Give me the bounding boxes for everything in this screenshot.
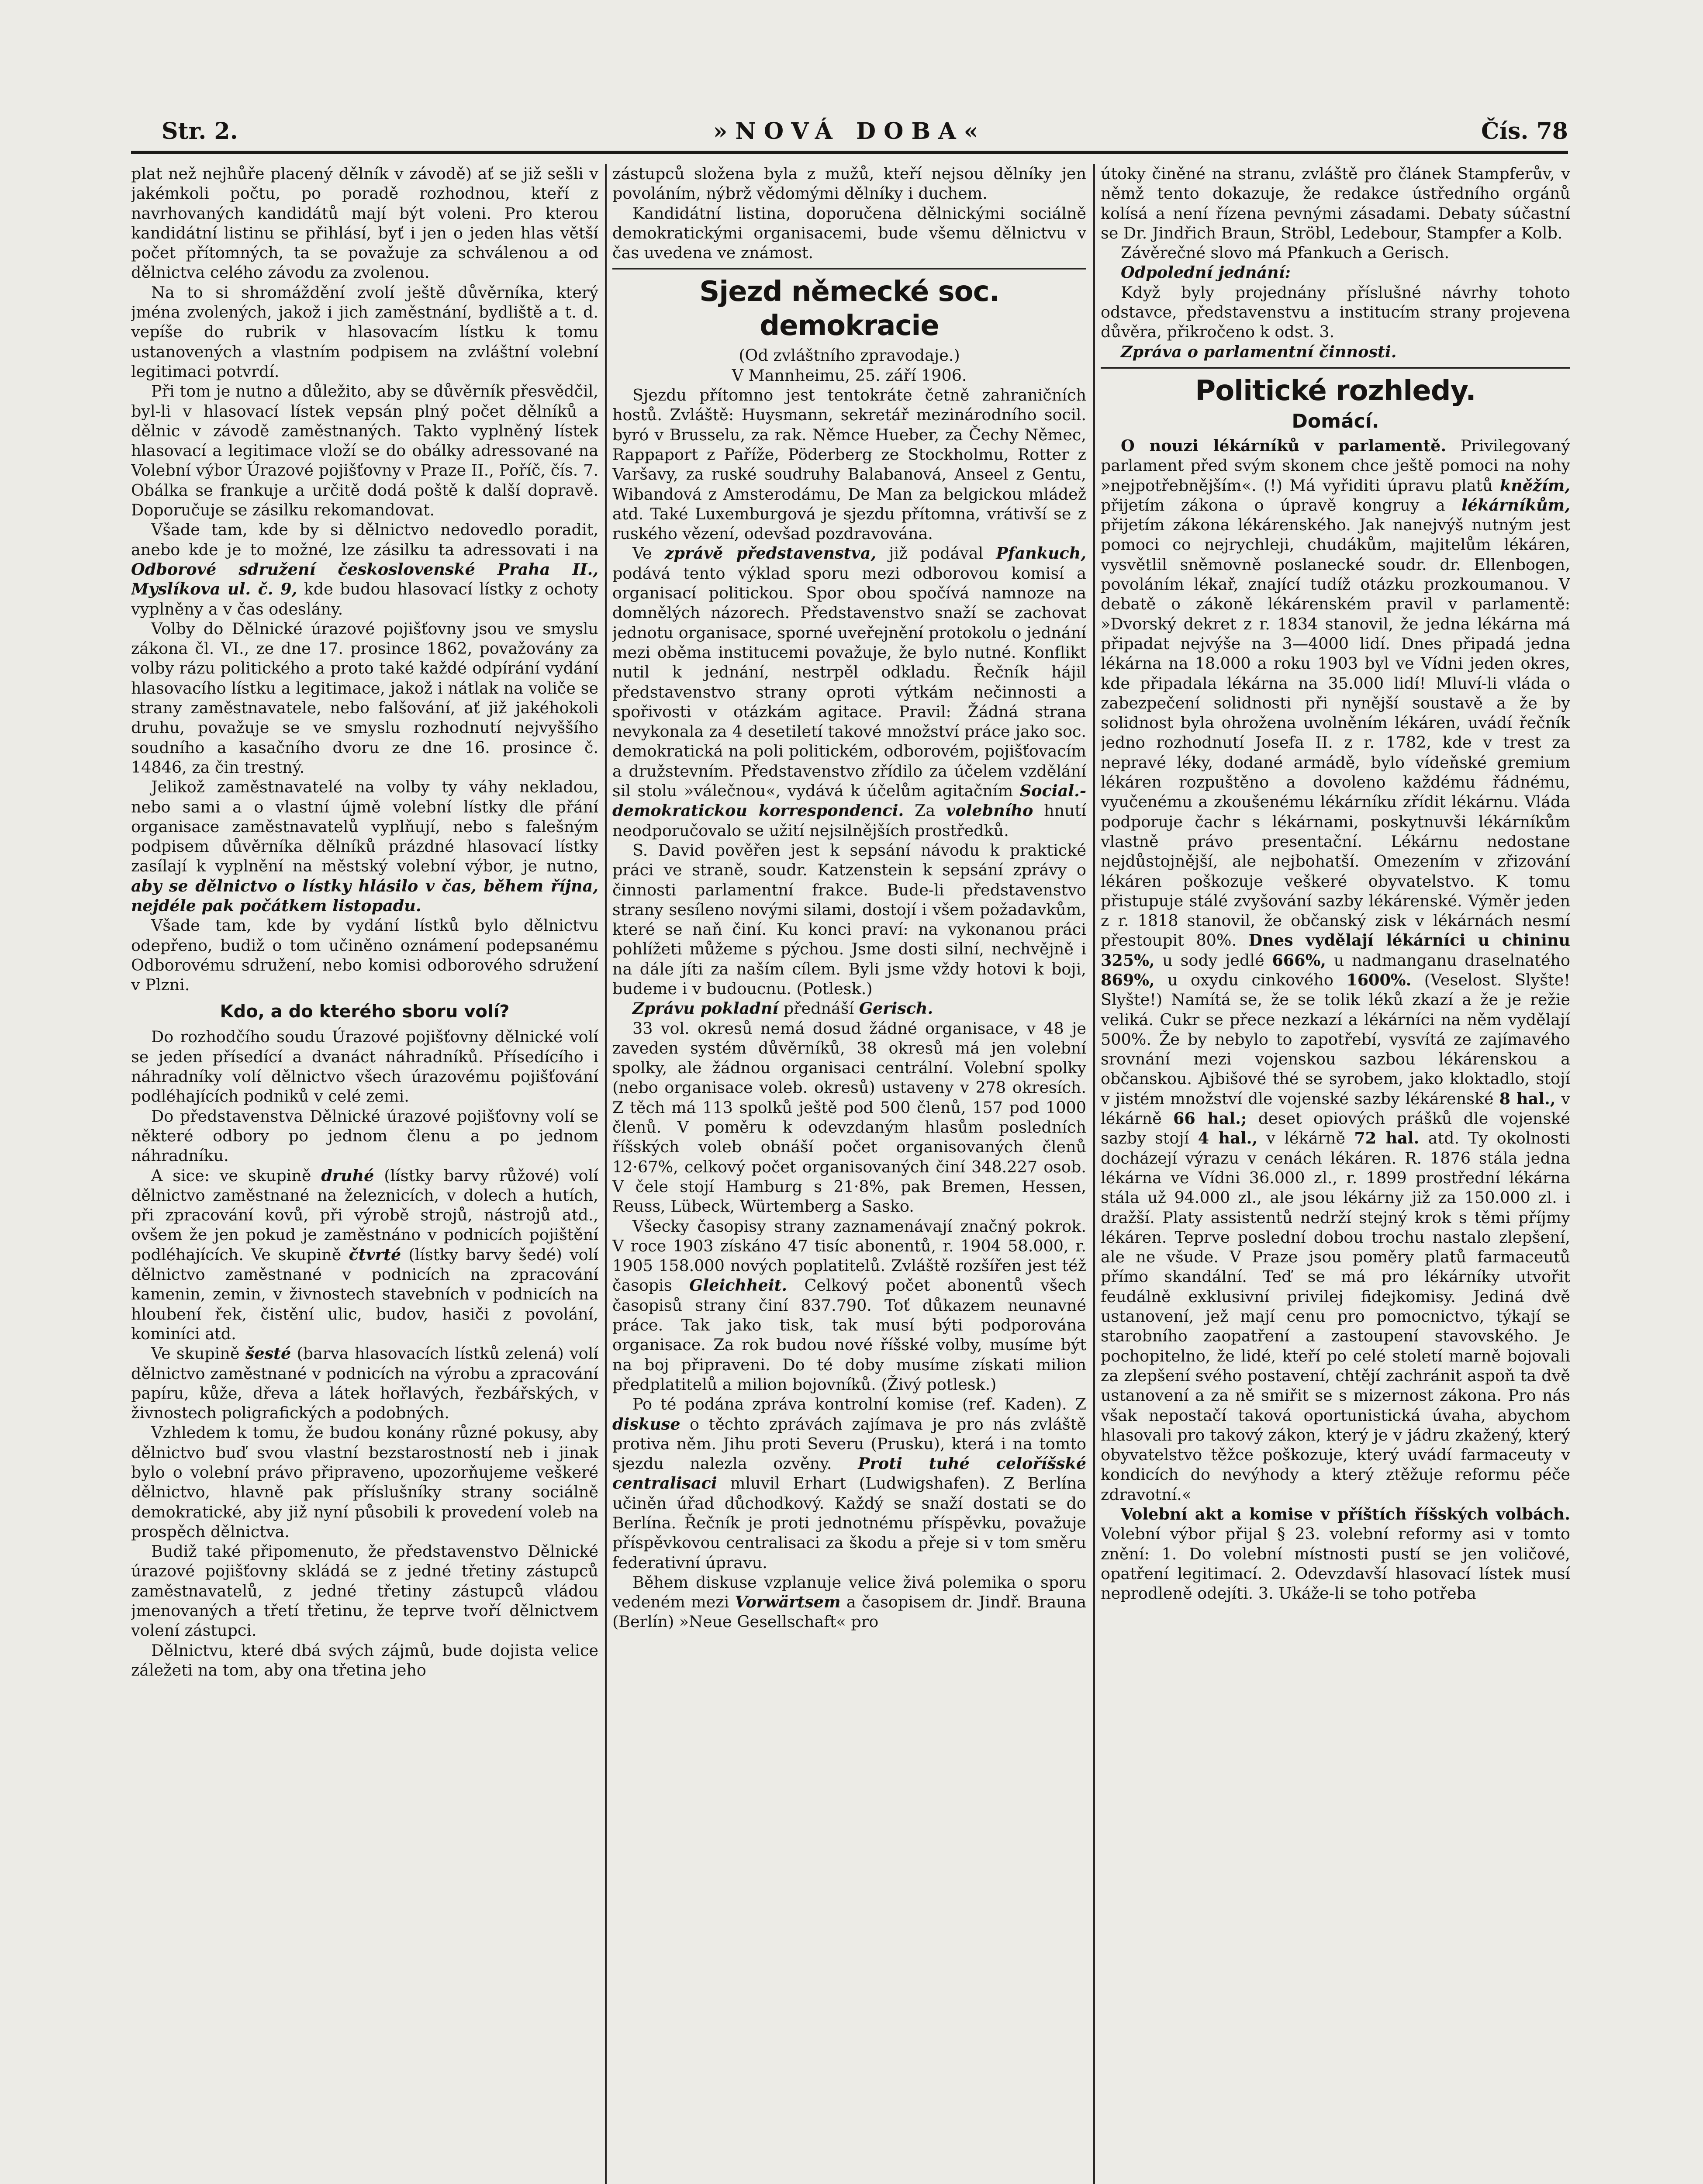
paragraph: Na to si shromáždění zvolí ještě důvěrníka, který jména zvolených, jakož i jich zaměstnání, bydliště a t. d. vepíše do rubrik v hlasovacím lístku k tomu ustanovených a vlastním podpisem na zvláštní volební legitimaci potvrdí.	[131, 283, 598, 381]
byline: (Od zvláštního zpravodaje.)	[739, 346, 960, 365]
paragraph: Do představenstva Dělnické úrazové pojišťovny volí se některé odbory po jednom členu a po jednom náhradníku.	[131, 1106, 598, 1165]
paragraph: Všade tam, kde by vydání lístků bylo dělnictvu odepřeno, budiž o tom učiněno oznámení podepsanému Odborovému sdružení, nebo komisi odborového sdružení v Plzni.	[131, 916, 598, 995]
page-header	[131, 109, 1568, 149]
column-divider-2	[1093, 164, 1095, 2184]
paragraph: Ve zprávě představenstva, již podával Pfankuch, podává tento výklad sporu mezi odborovou komisí a organisací politickou. Spor obou spočívá namnoze na domnělých názorech. Představenstvo snaží se zachovat jednotu organisace, sporné uveřejnění protokolu o jednání mezi oběma institucemi považuje, že bylo nutné. Konflikt nutil k jednání, nestrpěl odkladu. Řečník hájil představenstvo strany oproti výtkám nečinnosti a spořivosti v otázkám agitace. Pravil: Žádná strana nevykonala za 4 desetiletí takové množství práce jako soc. demokratická na poli politickém, odborovém, pojišťovacím a družstevním. Představenstvo zřídilo za účelem vzdělání sil stolu »válečnou«, vydává k účelům agitačním Social.-demokratickou korrespondenci. Za volebního hnutí neodporučovalo se užití nejsilnějších prostředků.	[612, 544, 1086, 840]
column-divider-1	[605, 164, 607, 2184]
column-1	[131, 164, 598, 2184]
emphasis: Odborové sdružení československé Praha II., Myslíkova ul. č. 9,	[131, 560, 598, 599]
paragraph: Zprávu pokladní přednáší Gerisch.	[632, 999, 933, 1018]
paragraph: A sice: ve skupině druhé (lístky barvy růžové) volí dělnictvo zaměstnané na železnicích, v dolech a hutích, při zpracování kovů, při výrobě strojů, nástrojů atd., ovšem že jen pokud je zaměstnáno v podnicích pojištění podléhajících. Ve skupině čtvrté (lístky barvy šedé) volí dělnictvo zaměstnané v podnicích na zpracování kamenin, zemin, v živnostech stavebních v podnicích na hloubení řek, čistění ulic, budov, hasiči z povolání, kominíci atd.	[131, 1166, 598, 1343]
run-in-heading: Volební akt a komise v příštích říšských volbách.	[1121, 1505, 1570, 1524]
paragraph: Dělnictvu, které dbá svých zájmů, bude dojista velice záležeti na tom, aby ona třetina jeho	[131, 1641, 598, 1679]
paragraph: 33 vol. okresů nemá dosud žádné organisace, v 48 je zaveden systém důvěrníků, 38 okresů má jen volební spolky, ale žádnou organisaci centrální. Volební spolky (nebo organisace voleb. okresů) ustaveny v 278 okresích. Z těch má 113 spolků ještě pod 500 členů, 157 pod 1000 členů. V poměru k odevzdaným hlasům posledních říšských voleb obnáší počet organisovaných členů 12·67%, celkový počet organisovaných činí 348.227 osob. V čele stojí Hamburg s 21·8%, pak Bremen, Hessen, Reuss, Lübeck, Würtemberg a Sasko.	[612, 1019, 1086, 1216]
paragraph: Kandidátní listina, doporučena dělnickými sociálně demokratickými organisacemi, bude všemu dělnictvu v čas uvedena ve známost.	[612, 204, 1086, 263]
paragraph: Ve skupině šesté (barva hlasovacích lístků zelená) volí dělnictvo zaměstnané v podnicích na výrobu a zpracování papíru, kůže, dřeva a látek hořlavých, řezbářských, v živnostech poligrafických a podobných.	[131, 1344, 598, 1423]
paragraph: Během diskuse vzplanuje velice živá polemika o sporu vedeném mezi Vorwärtsem a časopisem dr. Jindř. Brauna (Berlín) »Neue Gesellschaft« pro	[612, 1572, 1086, 1631]
paragraph: Vzhledem k tomu, že budou konány různé pokusy, aby dělnictvo buď svou vlastní bezstarostností neb i jinak bylo o volební právo připraveno, upozorňujeme veškeré dělnictvo, hlavně pak příslušníky strany sociálně demokratické, aby již nyní působili k provedení voleb na prospěch dělnictva.	[131, 1423, 598, 1541]
paragraph: Závěrečné slovo má Pfankuch a Gerisch.	[1121, 243, 1450, 263]
section-rule	[1101, 367, 1570, 369]
column-2	[612, 164, 1086, 2184]
paragraph: S. David pověřen jest k sepsání návodu k praktické práci ve straně, soudr. Katzenstein k sepsání zprávy o činnosti parlamentní frakce. Bude-li představenstvo strany sesíleno novými silami, dostojí i všem požadavkům, které se naň činí. Ku konci praví: na vykonanou práci pohlížeti můžeme s pýchou. Jsme dosti silní, nechvějně i na dále jíti za naším cílem. Byli jsme vždy hotovi k boji, budeme i v budoucnu. (Potlesk.)	[612, 840, 1086, 998]
header-rule	[131, 151, 1568, 154]
issue-number: Čís. 78	[1481, 118, 1568, 145]
paragraph: Po té podána zpráva kontrolní komise (ref. Kaden). Z diskuse o těchto zprávách zajímava je pro nás zvláště protiva něm. Jihu proti Severu (Prusku), která i na tomto sjezdu nalezla ozvěny. Proti tuhé celoříšské centralisaci mluvil Erhart (Ludwigshafen). Z Berlína učiněn úřad důchodkový. Každý se snaží dostati se do Berlína. Řečník je proti jednotnému příspěvku, považuje příspěvkovou centralisaci za škodu a přeje si v tom směru federativní úpravu.	[612, 1395, 1086, 1572]
paragraph: Volební akt a komise v příštích říšských volbách. Volební výbor přijal § 23. volební reformy asi v tomto znění: 1. Do volební místnosti pustí se jen voličové, opatření legitimací. 2. Odevzdavší hlasovací lístek musí neprodleně odejíti. 3. Ukáže-li se toho potřeba	[1101, 1505, 1570, 1603]
paragraph: Všade tam, kde by si dělnictvo nedovedlo poradit, anebo kde je to možné, lze zásilku ta adressovati i na Odborové sdružení československé Praha II., Myslíkova ul. č. 9, kde budou hlasovací lístky z ochoty vyplněny a v čas odeslány.	[131, 520, 598, 619]
paragraph: plat než nejhůře placený dělník v závodě) ať se již sešli v jakémkoli počtu, po poradě rozhodnou, kteří z navrhovaných kandidátů mají být voleni. Pro kterou kandidátní listinu se přihlásí, byť i jen o jeden hlas větší počet přítomných, ta se považuje za schválenou a od dělnictva celého závodu za zvolenou.	[131, 164, 598, 282]
section-rule	[612, 268, 1086, 270]
paragraph: Když byly projednány příslušné návrhy tohoto odstavce, představenstvu a institucím strany projevena důvěra, přikročeno k odst. 3.	[1101, 283, 1570, 342]
paragraph: Volby do Dělnické úrazové pojišťovny jsou ve smyslu zákona čl. VI., ze dne 17. prosince 1862, považovány za volby rázu politického a proto také každé odpírání vydání hlasovacího lístku a legitimace, jakož i nátlak na voliče se strany zaměstnavatele, nebo falšování, ať již jakéhokoli druhu, považuje se ve smyslu rozhodnutí nejvyššího soudního a kasačního dvoru ze dne 16. prosince č. 14846, za čin trestný.	[131, 619, 598, 777]
paragraph: Při tom je nutno a důležito, aby se důvěrník přesvědčil, byl-li v hlasovací lístek vepsán plný počet dělníků a dělnic v závodě zaměstnaných. Takto vyplněný lístek hlasovací a legitimace vloží se do obálky adressované na Volební výbor Úrazové pojišťovny v Praze II., Poříč, čís. 7. Obálka se frankuje a určitě dodá poště k další dopravě. Doporučuje se zásilku rekomandovat.	[131, 382, 598, 520]
column-3	[1101, 164, 1570, 2184]
paragraph: Jelikož zaměstnavatelé na volby ty váhy nekladou, nebo sami a o vlastní újmě volební lístky dle přání organisace zaměstnavatelů vyplňují, nebo s falešným podpisem důvěrníka dělníků prázdné hlasovací lístky zasílají k vyplnění na městský volební výbor, je nutno, aby se dělnictvo o lístky hlásilo v čas, během října, nejdéle pak počátkem listopadu.	[131, 778, 598, 915]
article-headline: Sjezd německé soc. demokracie	[699, 276, 999, 342]
paragraph: Všecky časopisy strany zaznamenávají značný pokrok. V roce 1903 získáno 47 tisíc abonentů, r. 1904 58.000, r. 1905 158.000 nových poplatitelů. Zvláště rozšířen jest též časopis Gleichheit. Celkový počet abonentů všech časopisů strany činí 837.790. Toť důkazem neunavné práce. Tak jako tisk, tak musí býti podporována organisace. Za rok budou nové říšské volby, musíme být na boj připraveni. Do té doby musíme získati milion předplatitelů a milion bojovníků. (Živý potlesk.)	[612, 1216, 1086, 1394]
paragraph: Zpráva o parlamentní činnosti.	[1121, 342, 1397, 361]
page-number: Str. 2.	[162, 118, 238, 145]
newspaper-title: »NOVÁ DOBA«	[713, 118, 986, 145]
run-in-heading: O nouzi lékárníků v parlamentě.	[1121, 436, 1447, 455]
subsection-heading: Domácí.	[1292, 410, 1379, 432]
paragraph: Sjezdu přítomno jest tentokráte četně zahraničních hostů. Zvláště: Huysmann, sekretář mezinárodního socil. byró v Brusselu, za rak. Němce Hueber, za Čechy Němec, Rappaport z Paříže, Pöderberg ze Stockholmu, Rotter z Varšavy, za ruské soudruhy Balabanová, Anseel z Gentu, Wibandová z Amsterodámu, De Man za belgickou mládež atd. Také Luxemburgová je sjezdu přítomna, vrátivší se z ruského vězení, odevšad pozdravována.	[612, 386, 1086, 543]
section-headline: Politické rozhledy.	[1195, 374, 1476, 407]
paragraph: útoky činěné na stranu, zvláště pro článek Stampferův, v němž tento dokazuje, že redakce ústředního orgánů kolísá a není řízena pevnými zásadami. Debaty súčastní se Dr. Jindřich Braun, Ströbl, Ledebour, Stampfer a Kolb.	[1101, 164, 1570, 242]
paragraph: zástupců složena byla z mužů, kteří nejsou dělníky jen povoláním, nýbrž vědomými dělníky i duchem.	[612, 164, 1086, 203]
paragraph: Budiž také připomenuto, že představenstvo Dělnické úrazové pojišťovny skládá se z jedné třetiny zástupců zaměstnavatelů, z jedné třetiny zástupců vládou jmenovaných a třetí třetinu, že teprve tvoří dělnictvem volení zástupci.	[131, 1542, 598, 1640]
section-heading: Kdo, a do kterého sboru volí?	[220, 1002, 510, 1022]
emphasis: aby se dělnictvo o lístky hlásilo v čas, během října, nejdéle pak počátkem listopadu.	[131, 876, 598, 915]
paragraph: O nouzi lékárníků v parlamentě. Privilegovaný parlament před svým skonem chce ještě pomoci na nohy »nejpotřebnějším«. (!) Má vyřiditi úpravu platů kněžím, přijetím zákona o úpravě kongruy a lékárníkům, přijetím zákona lékárenského. Jak nanejvýš nutným jest pomoci co nejrychleji, chudákům, majitelům lékáren, vysvětlil sněmovně poslanecké soudr. dr. Ellenbogen, povoláním lékař, znající tudíž otázku prozkoumanou. V debatě o zákoně lékárenském pravil v parlamentě: »Dvorský dekret z r. 1834 stanovil, že jedna lékárna má připadat nejvýše na 3—4000 lidí. Dnes připadá jedna lékárna na 18.000 a roku 1903 byl ve Vídni jeden okres, kde připadala lékárna na 35.000 lidí! Mluví-li vláda o zabezpečení solidnosti při nynější soustavě a že by solidnost byla ohrožena uvolněním lékáren, uvádí řečník jedno rozhodnutí Josefa II. z r. 1782, kde v trest za nepravé léky, dodané armádě, bylo vídeňské gremium lékáren rozpuštěno a dovoleno každému řádnému, vyučenému a zkoušenému lékárníku zřídit lékárnu. Vláda podporuje čachr s lékárnami, poskytnuvši lékárníkům vlastně právo presentační. Lékárnu nedostane nejdůstojnější, ale nejbohatší. Omezením v zřizování lékáren poškozuje veškeré obyvatelstvo. K tomu přistupuje stálé zvyšování sazby lékárenské. Výměr jeden z r. 1818 stanovil, že občanský zisk v lékárnách nesmí přestoupit 80%. Dnes vydělají lékárníci u chininu 325%, u sody jedlé 666%, u nadmanganu draselnatého 869%, u oxydu cinkového 1600%. (Veselost. Slyšte! Slyšte!) Namítá se, že se tolik léků zkazí a že je režie veliká. Cukr se přece nezkazí a lékárníci na něm vydělají 500%. Že by nebylo to zapotřebí, vysvítá ze zajímavého srovnání mezi vojenskou sazbou lékárenskou a občanskou. Ajbišové thé se syrobem, jako kloktadlo, stojí v jistém množství dle vojenské sazby lékárenské 8 hal., v lékárně 66 hal.; deset opiových prášků dle vojenské sazby stojí 4 hal., v lékárně 72 hal. atd. Ty okolnosti docházejí výrazu v cenách lékáren. R. 1876 stála jedna lékárna ve Vídni 36.000 zl., r. 1899 prostřední lékárna stála už 94.000 zl., ale jsou lékárny již za 150.000 zl. i dražší. Platy assistentů nedrží stejný krok s těmi příjmy lékáren. Teprve poslední dobou trochu nastalo zlepšení, ale ne všude. V Praze jsou poměry platů farmaceutů přímo skandální. Teď se má pro lékárníky utvořit feudálně exklusivní privilej fidejkomisy. Jediná dvě ustanovení, jež mají cenu pro pomocnictvo, týkají se starobního zaopatření a zastoupení stavovského. Je pochopitelno, že lidé, kteří po celé století marně bojovali za zlepšení svého postavení, chtějí zachránit aspoň ta dvě ustanovení a za ně smiřit se s mizernost zákona. Pro nás však nepostačí taková oportunistická úvaha, abychom hlasovali pro takový zákon, který je v jádru zkažený, který obyvatelstvo těžce poškozuje, který uvádí farmaceuty v kondicích do nevýhody a který ztěžuje reformu péče zdravotní.«	[1101, 436, 1570, 1504]
paragraph: Do rozhodčího soudu Úrazové pojišťovny dělnické volí se jeden přísedící a dvanáct náhradníků. Přísedícího i náhradníky volí dělnictvo všech úrazovému pojišťování podléhajících podniků v celé zemi.	[131, 1027, 598, 1106]
paragraph: Odpolední jednání:	[1121, 263, 1291, 282]
dateline: V Mannheimu, 25. září 1906.	[732, 366, 967, 385]
